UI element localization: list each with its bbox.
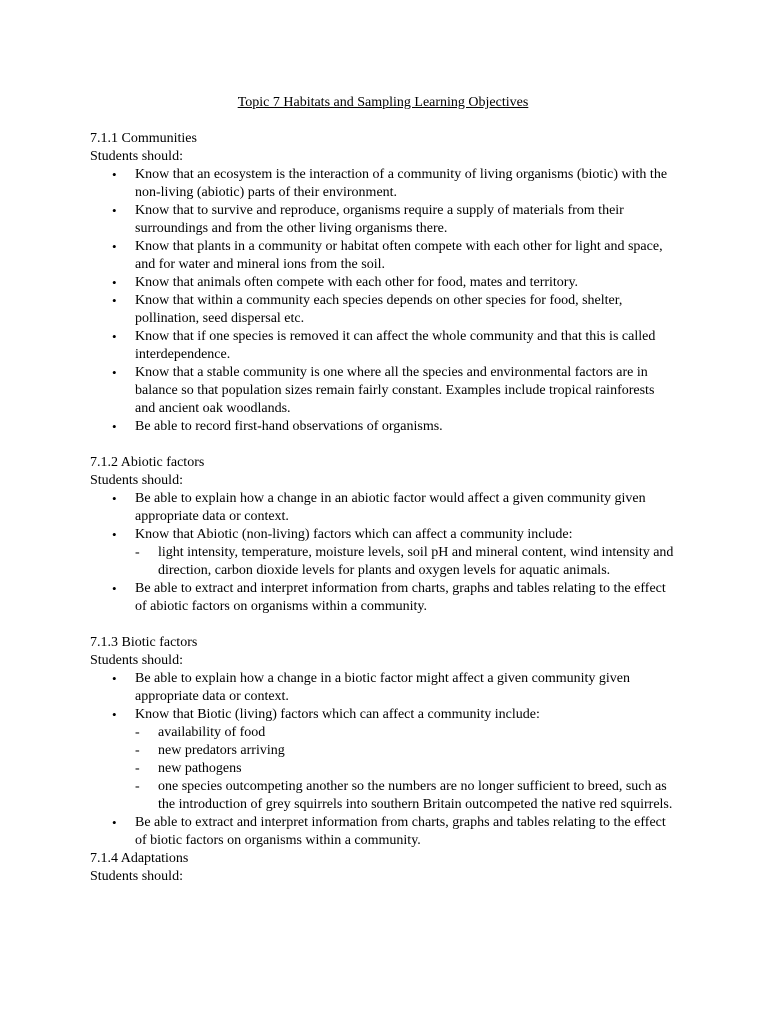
dash-list <box>135 544 675 580</box>
bullet-icon: • <box>112 239 117 254</box>
dash-list-item-text: availability of food <box>158 725 266 740</box>
dash-list-item <box>135 760 678 778</box>
dash-list-item-text: new pathogens <box>158 761 242 776</box>
bullet-list <box>90 166 690 436</box>
list-item-text: Know that a stable community is one where all the species and environmental factors are in balance so that population sizes remain fairly constant. Examples include tropical rainforests and ancient oak woodlands. <box>135 365 655 416</box>
list-item <box>90 364 675 418</box>
list-item <box>90 526 675 580</box>
list-item-text: Know that to survive and reproduce, organisms require a supply of materials from their surroundings and from the other living organisms there. <box>135 203 624 236</box>
list-item <box>90 238 675 274</box>
list-item-text: Know that plants in a community or habitat often compete with each other for light and space, and for water and mineral ions from the soil. <box>135 239 663 272</box>
list-item <box>90 490 675 526</box>
dash-list-item <box>135 778 678 814</box>
dash-icon: - <box>135 761 140 776</box>
bullet-icon: • <box>112 203 117 218</box>
section-communities <box>90 130 690 436</box>
dash-list-item-text: one species outcompeting another so the numbers are no longer sufficient to breed, such as the introduction of grey squirrels into southern Britain outcompeted the native red squirrels. <box>158 779 673 812</box>
list-item <box>90 328 675 364</box>
dash-icon: - <box>135 743 140 758</box>
list-item-text: Know that an ecosystem is the interaction of a community of living organisms (biotic) with the non-living (abiotic) parts of their environment. <box>135 167 668 200</box>
bullet-icon: • <box>112 491 117 506</box>
list-item <box>90 166 675 202</box>
list-item <box>90 274 675 292</box>
list-item <box>90 670 675 706</box>
bullet-icon: • <box>112 365 117 380</box>
section-heading: 7.1.1 Communities <box>90 131 197 146</box>
document-page <box>90 94 690 886</box>
list-item-text: Know that Biotic (living) factors which can affect a community include: <box>135 707 540 722</box>
section-heading: 7.1.2 Abiotic factors <box>90 455 205 470</box>
dash-list-item <box>135 742 678 760</box>
list-item-text: Be able to extract and interpret information from charts, graphs and tables relating to the effect of abiotic factors on organisms within a community. <box>135 581 666 614</box>
section-heading: 7.1.4 Adaptations <box>90 851 189 866</box>
dash-list-item <box>135 724 678 742</box>
list-item-text: Be able to record first-hand observations of organisms. <box>135 419 443 434</box>
list-item-text: Know that animals often compete with each other for food, mates and territory. <box>135 275 579 290</box>
bullet-icon: • <box>112 293 117 308</box>
bullet-icon: • <box>112 527 117 542</box>
list-item-text: Know that if one species is removed it can affect the whole community and that this is called interdependence. <box>135 329 656 362</box>
section-abiotic-factors <box>90 454 690 616</box>
section-biotic-factors <box>90 634 690 850</box>
list-item-text: Be able to explain how a change in a biotic factor might affect a given community given appropriate data or context. <box>135 671 631 704</box>
bullet-list <box>90 490 690 616</box>
list-item <box>90 814 675 850</box>
bullet-list <box>90 670 690 850</box>
dash-icon: - <box>135 779 140 794</box>
section-intro: Students should: <box>90 869 183 884</box>
list-item-text: Know that within a community each species depends on other species for food, shelter, pollination, seed dispersal etc. <box>135 293 623 326</box>
list-item-text: Be able to explain how a change in an abiotic factor would affect a given community given appropriate data or context. <box>135 491 646 524</box>
bullet-icon: • <box>112 581 117 596</box>
list-item <box>90 418 675 436</box>
bullet-icon: • <box>112 275 117 290</box>
list-item <box>90 292 675 328</box>
document-title: Topic 7 Habitats and Sampling Learning Objectives <box>237 95 529 110</box>
spacer <box>90 436 690 454</box>
list-item <box>90 580 675 616</box>
section-intro: Students should: <box>90 473 183 488</box>
bullet-icon: • <box>112 329 117 344</box>
section-intro: Students should: <box>90 149 183 164</box>
dash-icon: - <box>135 725 140 740</box>
bullet-icon: • <box>112 707 117 722</box>
section-intro: Students should: <box>90 653 183 668</box>
section-adaptations <box>90 850 690 886</box>
dash-list <box>135 724 675 814</box>
section-heading: 7.1.3 Biotic factors <box>90 635 198 650</box>
list-item-text: Know that Abiotic (non-living) factors which can affect a community include: <box>135 527 573 542</box>
dash-list-item-text: new predators arriving <box>158 743 285 758</box>
dash-list-item-text: light intensity, temperature, moisture levels, soil pH and mineral content, wind intensity and direction, carbon dioxide levels for plants and oxygen levels for aquatic animals. <box>158 545 674 578</box>
list-item <box>90 706 675 814</box>
bullet-icon: • <box>112 671 117 686</box>
list-item <box>90 202 675 238</box>
bullet-icon: • <box>112 167 117 182</box>
dash-icon: - <box>135 545 140 560</box>
spacer <box>90 616 690 634</box>
bullet-icon: • <box>112 419 117 434</box>
dash-list-item <box>135 544 678 580</box>
list-item-text: Be able to extract and interpret information from charts, graphs and tables relating to the effect of biotic factors on organisms within a community. <box>135 815 666 848</box>
bullet-icon: • <box>112 815 117 830</box>
